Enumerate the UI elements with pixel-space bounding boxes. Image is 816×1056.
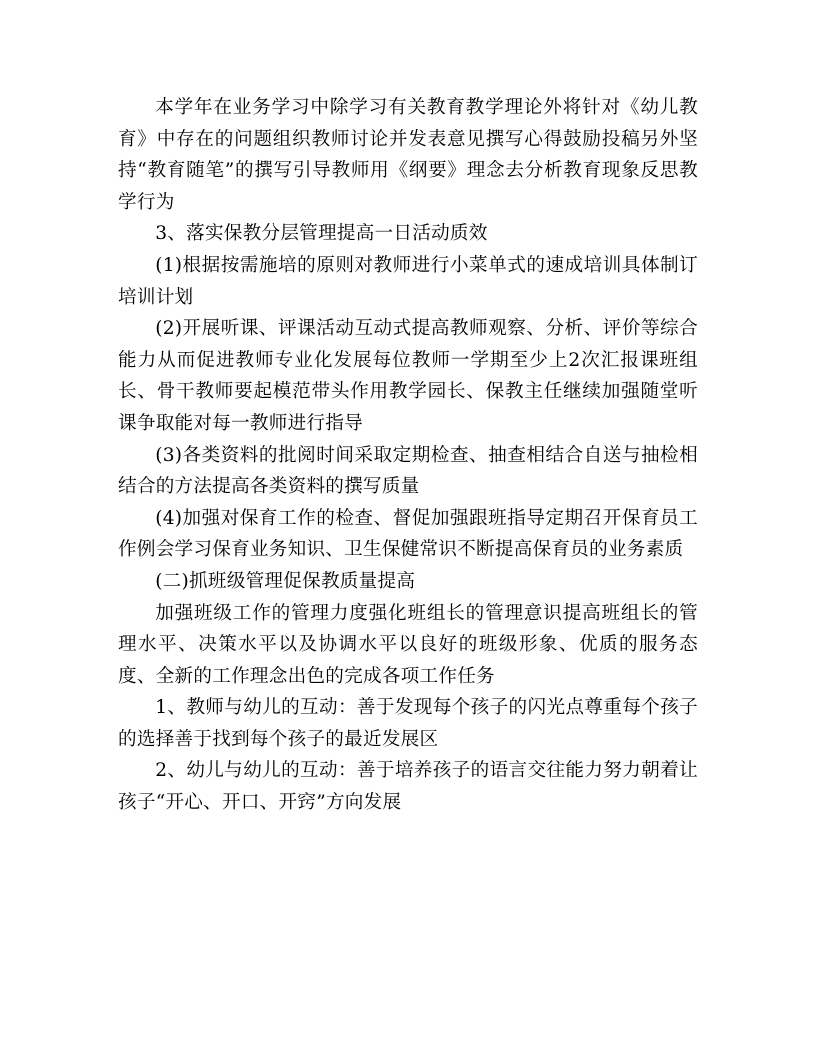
section-heading-2: (二)抓班级管理促保教质量提高 bbox=[155, 570, 416, 592]
list-item-4: (4)加强对保育工作的检查、督促加强跟班指导定期召开保育员工作例会学习保育业务知识、卫生保健常识不断提高保育员的业务素质 bbox=[118, 507, 698, 561]
paragraph-class-management: 加强班级工作的管理力度强化班组长的管理意识提高班组长的管理水平、决策水平以及协调水平以良好的班级形象、优质的服务态度、全新的工作理念出色的完成各项工作任务 bbox=[118, 602, 698, 687]
list-item-3: (3)各类资料的批阅时间采取定期检查、抽查相结合自送与抽检相结合的方法提高各类资料的撰写质量 bbox=[118, 444, 698, 498]
list-item-2: (2)开展听课、评课活动互动式提高教师观察、分析、评价等综合能力从而促进教师专业化发展每位教师一学期至少上2次汇报课班组长、骨干教师要起模范带头作用教学园长、保教主任继续加强随堂听课争取能对每一教师进行指导 bbox=[118, 318, 698, 434]
interaction-item-2: 2、幼儿与幼儿的互动：善于培养孩子的语言交往能力努力朝着让孩子“开心、开口、开窍”方向发展 bbox=[118, 760, 698, 814]
list-item-1: (1)根据按需施培的原则对教师进行小菜单式的速成培训具体制订培训计划 bbox=[118, 254, 698, 308]
interaction-item-1: 1、教师与幼儿的互动：善于发现每个孩子的闪光点尊重每个孩子的选择善于找到每个孩子的最近发展区 bbox=[118, 697, 698, 750]
document-body bbox=[118, 92, 698, 819]
paragraph-study: 本学年在业务学习中除学习有关教育教学理论外将针对《幼儿教育》中存在的问题组织教师讨论并发表意见撰写心得鼓励投稿另外坚持“教育随笔”的撰写引导教师用《纲要》理念去分析教育现象反思教学行为 bbox=[118, 97, 698, 213]
section-heading-3: 3、落实保教分层管理提高一日活动质效 bbox=[155, 223, 488, 245]
